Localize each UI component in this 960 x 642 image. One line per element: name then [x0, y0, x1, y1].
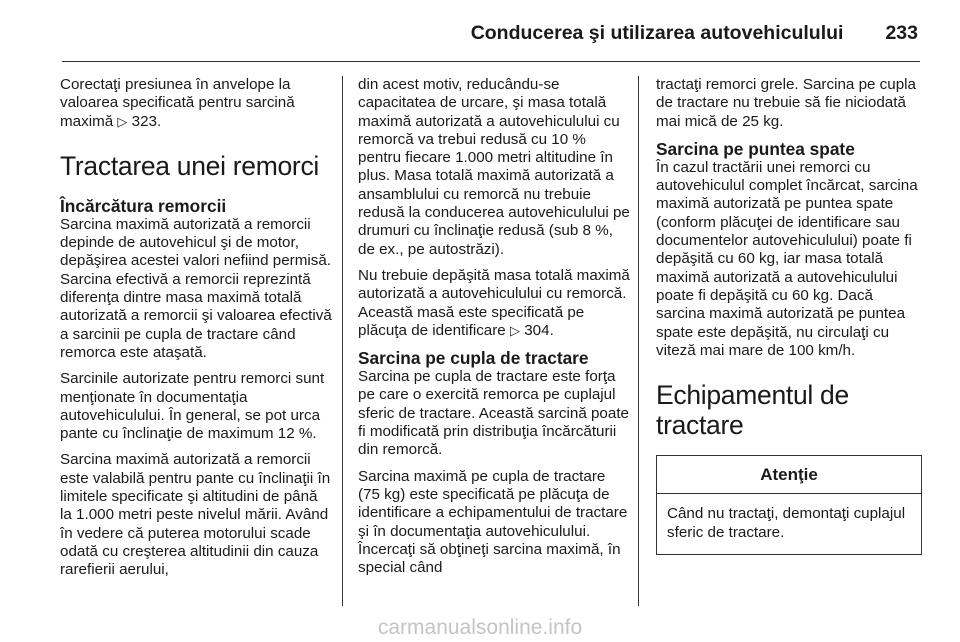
column-2 — [358, 76, 630, 585]
page-reference-arrow-icon[interactable]: ▷ — [510, 322, 520, 338]
column-divider-2 — [638, 76, 639, 606]
warning-text: Când nu tractaţi, demontaţi cuplajul sferic de tractare. — [667, 505, 906, 541]
paragraph-max-coupling-load: Sarcina maximă pe cupla de tractare (75 kg) este specificată pe plăcuţa de identificare a echipamentului de tractare şi în documentaţia autovehiculului. Încercaţi să obţineţi sarcina maximă, în special când — [358, 467, 628, 577]
section-heading-trailer-towing: Tractarea unei remorci — [60, 150, 319, 181]
subheading-coupling-load: Sarcina pe cupla de tractare — [358, 348, 589, 369]
paragraph-rear-axle-load: În cazul tractării unei remorci cu autovehiculul complet încărcat, sarcina maximă autorizată pe puntea spate (conform plăcuţei de identificare sau documentelor autovehiculului) poate fi depăşită cu 60 kg, iar masa totală maximă autorizată a autovehiculului poate fi depăşită cu 60 kg. Dacă sarcina maximă autorizată pe puntea spate este depăşită, nu circulaţi cu viteză mai mare de 100 km/h. — [656, 158, 918, 359]
paragraph-altitude-continued: din acest motiv, reducându-se capacitatea de urcare, şi masa totală maximă autorizată a autovehiculului cu remorcă va trebui redusă cu 10 % pentru fiecare 1.000 metri altitudine în plus. Masa totală maximă autorizată a ansamblului cu remorcă nu trebuie redusă la conducerea autovehiculului pe drumuri cu înclinaţie redusă (sub 8 %, de ex., pe autostrăzi). — [358, 76, 630, 258]
header-divider — [62, 61, 920, 62]
paragraph-tire-pressure: Corectaţi presiunea în anvelope la valoarea specificată pentru sarcină maximă ▷ 323. — [60, 76, 295, 130]
subheading-rear-axle-load: Sarcina pe puntea spate — [656, 138, 855, 159]
paragraph-total-mass: Nu trebuie depăşită masa totală maximă autorizată a autovehiculului cu remorcă. Această masă este specificată pe plăcuţa de identificare ▷ 304. — [358, 266, 630, 339]
page-number: 233 — [885, 22, 918, 44]
page-reference-link[interactable]: 323. — [131, 112, 162, 130]
page-header — [471, 22, 918, 45]
column-divider-1 — [342, 76, 343, 606]
subheading-trailer-load: Încărcătura remorcii — [60, 195, 227, 216]
paragraph-coupling-load: Sarcina pe cupla de tractare este forţa pe care o exercită remorca pe cuplajul sferic de tractare. Această sarcină poate fi modificată prin distribuţia încărcăturii din remorcă. — [358, 368, 629, 459]
page-reference-arrow-icon[interactable]: ▷ — [117, 113, 128, 129]
column-3 — [656, 76, 922, 555]
page-reference-link[interactable]: 304. — [524, 321, 554, 339]
column-1 — [60, 76, 332, 588]
warning-title: Atenţie — [657, 456, 921, 494]
watermark: carmanualsonline.info — [377, 616, 583, 639]
paragraph-trailer-load: Sarcina maximă autorizată a remorcii depinde de autovehicul şi de motor, depăşirea acestei valori nefiind permisă. Sarcina efectivă a remorcii reprezintă diferenţa dintre masa maximă totală autorizată a remorcii şi valoarea efectivă a sarcinii pe cupla de tractare când remorca este ataşată. — [60, 215, 332, 361]
section-heading-towing-equipment: Echipamentul de tractare — [656, 380, 849, 441]
header-title: Conducerea şi utilizarea autovehiculului — [470, 22, 844, 44]
paragraph-coupling-load-continued: tractaţi remorci grele. Sarcina pe cupla de tractare nu trebuie să fie niciodată mai mică de 25 kg. — [656, 76, 916, 130]
paragraph-authorized-loads: Sarcinile autorizate pentru remorci sunt menţionate în documentaţia autovehiculului. În general, se pot urca pante cu înclinaţie de maximum 12 %. — [60, 370, 325, 443]
warning-box — [656, 455, 922, 555]
paragraph-altitude: Sarcina maximă autorizată a remorcii este valabilă pentru pante cu înclinaţii în limitele specificate şi altitudini de până la 1.000 metri peste nivelul mării. Având în vedere că puterea motorului scade odată cu creşterea altitudinii din cauza rarefierii aerului, — [60, 451, 331, 579]
